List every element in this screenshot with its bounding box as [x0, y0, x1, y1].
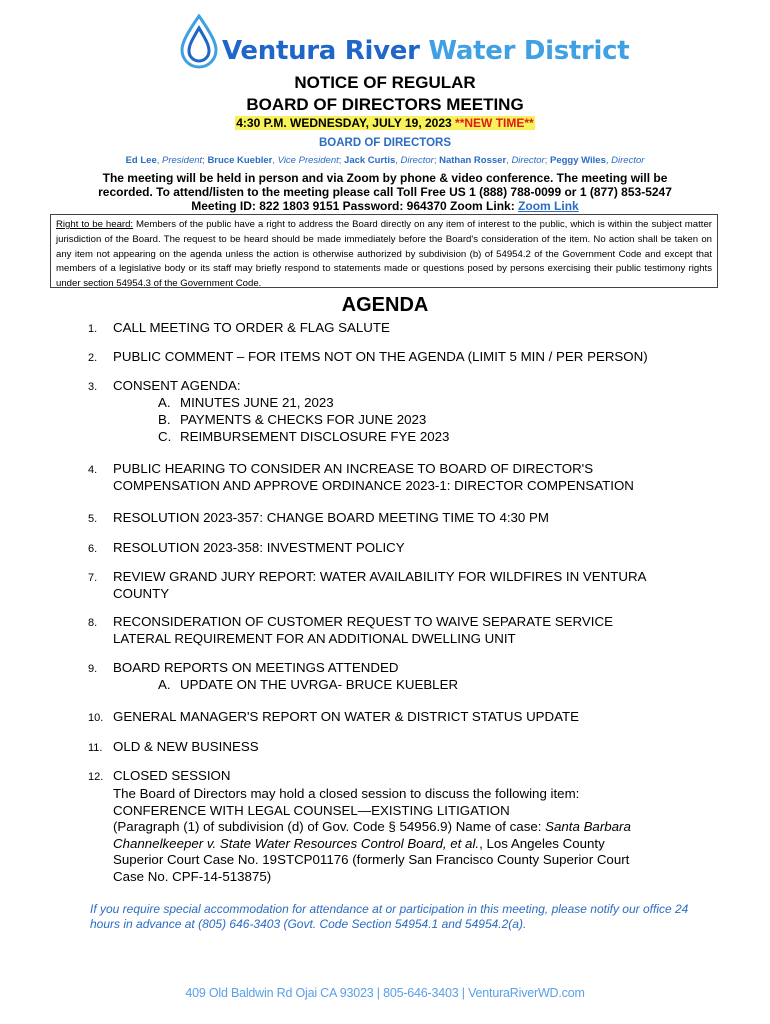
agenda-item-number: 5. [88, 513, 98, 525]
agenda-item-number: 12. [88, 771, 104, 783]
agenda-item-text: CONSENT AGENDA: [113, 378, 241, 393]
member-role: President [162, 155, 203, 166]
closed-session-line: CONFERENCE WITH LEGAL COUNSEL—EXISTING LITIGATION [113, 802, 510, 818]
agenda-item [88, 461, 634, 493]
agenda-item-text: BOARD REPORTS ON MEETINGS ATTENDED [113, 660, 399, 675]
agenda-item-number: 4. [88, 464, 98, 476]
subitem-letter: B. [158, 412, 171, 427]
notice-title-line1: NOTICE OF REGULAR [294, 73, 476, 92]
water-drop-icon [178, 14, 220, 70]
member-role: Director [611, 155, 645, 166]
agenda-item [88, 378, 241, 396]
agenda-subitem [158, 395, 334, 412]
agenda-item-text: PUBLIC COMMENT – FOR ITEMS NOT ON THE AGENDA (LIMIT 5 MIN / PER PERSON) [113, 349, 648, 364]
right-to-be-heard-label: Right to be heard: [56, 219, 134, 230]
agenda-item [88, 709, 580, 727]
closed-session-line: The Board of Directors may hold a closed session to discuss the following item: [113, 786, 580, 801]
closed-session-line: Superior Court Case No. 19STCP01176 (formerly San Francisco County Superior Court [113, 852, 630, 867]
agenda-item [88, 614, 613, 646]
member-role: Director [511, 155, 545, 166]
agenda-item-text: RECONSIDERATION OF CUSTOMER REQUEST TO WAIVE SEPARATE SERVICE [113, 614, 613, 629]
agenda-item [88, 320, 390, 338]
agenda-subitem [158, 429, 449, 446]
right-to-be-heard-text: Members of the public have a right to address the Board directly on any item of interest to the public, which is within the subject matter jurisdiction of the Board. The request to be heard should be made immediately before the Board's consideration of the item. No action shall be taken on any item not appearing on the agenda unless the action is otherwise authorized by subdivision (b) of 54954.2 of the Government Code and except that members of a legislative body or its staff may briefly respond to statements made or questions posed by persons exercising their public testimony rights under section 54954.3 of the Government Code. [56, 219, 712, 290]
agenda-item-text: GENERAL MANAGER'S REPORT ON WATER & DISTRICT STATUS UPDATE [113, 709, 580, 724]
agenda-item-number: 11. [88, 742, 103, 754]
meeting-info-line1: The meeting will be held in person and via Zoom by phone & video conference. The meeting will be [102, 171, 668, 185]
closed-session-line: Case No. CPF-14-513875) [113, 868, 272, 884]
right-to-be-heard-box [50, 214, 718, 288]
agenda-item-text: REVIEW GRAND JURY REPORT: WATER AVAILABILITY FOR WILDFIRES IN VENTURA [113, 569, 647, 584]
accessibility-note: If you require special accommodation for attendance at or participation in this meeting, please notify our office 24 hours in advance at (805) 646-3403 (Govt. Code Section 54954.1 and 54954.2(a). [90, 902, 689, 931]
agenda-item-number: 8. [88, 617, 98, 629]
member-name: Peggy Wiles [549, 155, 606, 166]
subitem-text: MINUTES JUNE 21, 2023 [180, 395, 334, 410]
member-name: Jack Curtis [344, 155, 396, 166]
agenda-item [88, 349, 648, 367]
meeting-date-text: 4:30 P.M. WEDNESDAY, JULY 19, 2023 [236, 116, 452, 130]
agenda-item-text: RESOLUTION 2023-357: CHANGE BOARD MEETING TIME TO 4:30 PM [113, 510, 549, 525]
agenda-item-text: PUBLIC HEARING TO CONSIDER AN INCREASE TO BOARD OF DIRECTOR'S [113, 461, 594, 476]
agenda-item-text: COMPENSATION AND APPROVE ORDINANCE 2023-1: DIRECTOR COMPENSATION [113, 478, 634, 493]
member-name: Bruce Kuebler [207, 155, 273, 166]
member-role: Director [400, 155, 434, 166]
board-heading: BOARD OF DIRECTORS [318, 137, 452, 149]
new-time-badge: **NEW TIME** [455, 116, 534, 130]
closed-session-text: , Los Angeles County [479, 835, 605, 851]
agenda-item-number: 6. [88, 543, 98, 555]
agenda-item [88, 739, 259, 757]
member-name: Nathan Rosser [439, 155, 507, 166]
agenda-item-text: OLD & NEW BUSINESS [113, 739, 259, 754]
district-name [222, 36, 629, 66]
zoom-link[interactable]: Zoom Link [518, 199, 579, 213]
district-name-part2: Water District [428, 36, 630, 66]
subitem-letter: C. [158, 429, 172, 444]
meeting-info-line2: recorded. To attend/listen to the meeting please call Toll Free US 1 (888) 788-0099 or 1 (877) 853-5247 [98, 185, 672, 199]
agenda-item-text: CLOSED SESSION [113, 768, 231, 783]
subitem-letter: A. [158, 395, 171, 410]
footer-address: 409 Old Baldwin Rd Ojai CA 93023 | 805-646-3403 | VenturaRiverWD.com [185, 986, 585, 1000]
subitem-text: PAYMENTS & CHECKS FOR JUNE 2023 [180, 412, 427, 427]
subitem-text: UPDATE ON THE UVRGA- BRUCE KUEBLER [180, 677, 459, 692]
district-logo [0, 14, 770, 70]
closed-session-line [113, 819, 673, 836]
closed-session-text: (Paragraph (1) of subdivision (d) of Gov. Code § 54956.9) Name of case: [113, 819, 546, 834]
agenda-item-text: COUNTY [113, 586, 170, 601]
closed-session-line [113, 836, 673, 853]
agenda-item-number: 3. [88, 381, 98, 393]
agenda-item-number: 7. [88, 572, 98, 584]
notice-title-line2: BOARD OF DIRECTORS MEETING [246, 95, 524, 114]
agenda-item-text: RESOLUTION 2023-358: INVESTMENT POLICY [113, 540, 405, 555]
agenda-subitem [158, 412, 426, 429]
agenda-item [88, 768, 231, 786]
agenda-item [88, 510, 549, 528]
agenda-item-number: 9. [88, 663, 98, 675]
agenda-item-number: 1. [88, 323, 98, 335]
agenda-title: AGENDA [341, 294, 429, 316]
agenda-item-number: 2. [88, 352, 98, 364]
agenda-subitem [158, 677, 458, 694]
agenda-item [88, 540, 405, 558]
closed-session-body [113, 786, 673, 885]
agenda-item-number: 10. [88, 712, 104, 724]
member-name: Ed Lee [125, 155, 157, 166]
member-role: Vice President [277, 155, 339, 166]
meeting-id-text: Meeting ID: 822 1803 9151 Password: 964370 Zoom Link: [191, 199, 515, 213]
agenda-item-text: CALL MEETING TO ORDER & FLAG SALUTE [113, 320, 390, 335]
subitem-letter: A. [158, 677, 171, 692]
agenda-item-text: LATERAL REQUIREMENT FOR AN ADDITIONAL DWELLING UNIT [113, 631, 516, 646]
meeting-date [0, 116, 770, 130]
agenda-item [88, 569, 647, 601]
agenda-item [88, 660, 399, 678]
subitem-text: REIMBURSEMENT DISCLOSURE FYE 2023 [180, 429, 450, 444]
case-name: Channelkeeper v. State Water Resources Control Board, et al. [113, 835, 480, 851]
meeting-info-line3 [0, 199, 770, 213]
board-members: Ed Lee, President; Bruce Kuebler, Vice President; Jack Curtis, Director; Nathan Rosser, Director; Peggy Wiles, Director [125, 155, 645, 166]
district-name-part1: Ventura River [222, 36, 420, 66]
case-name: Santa Barbara [545, 819, 631, 834]
